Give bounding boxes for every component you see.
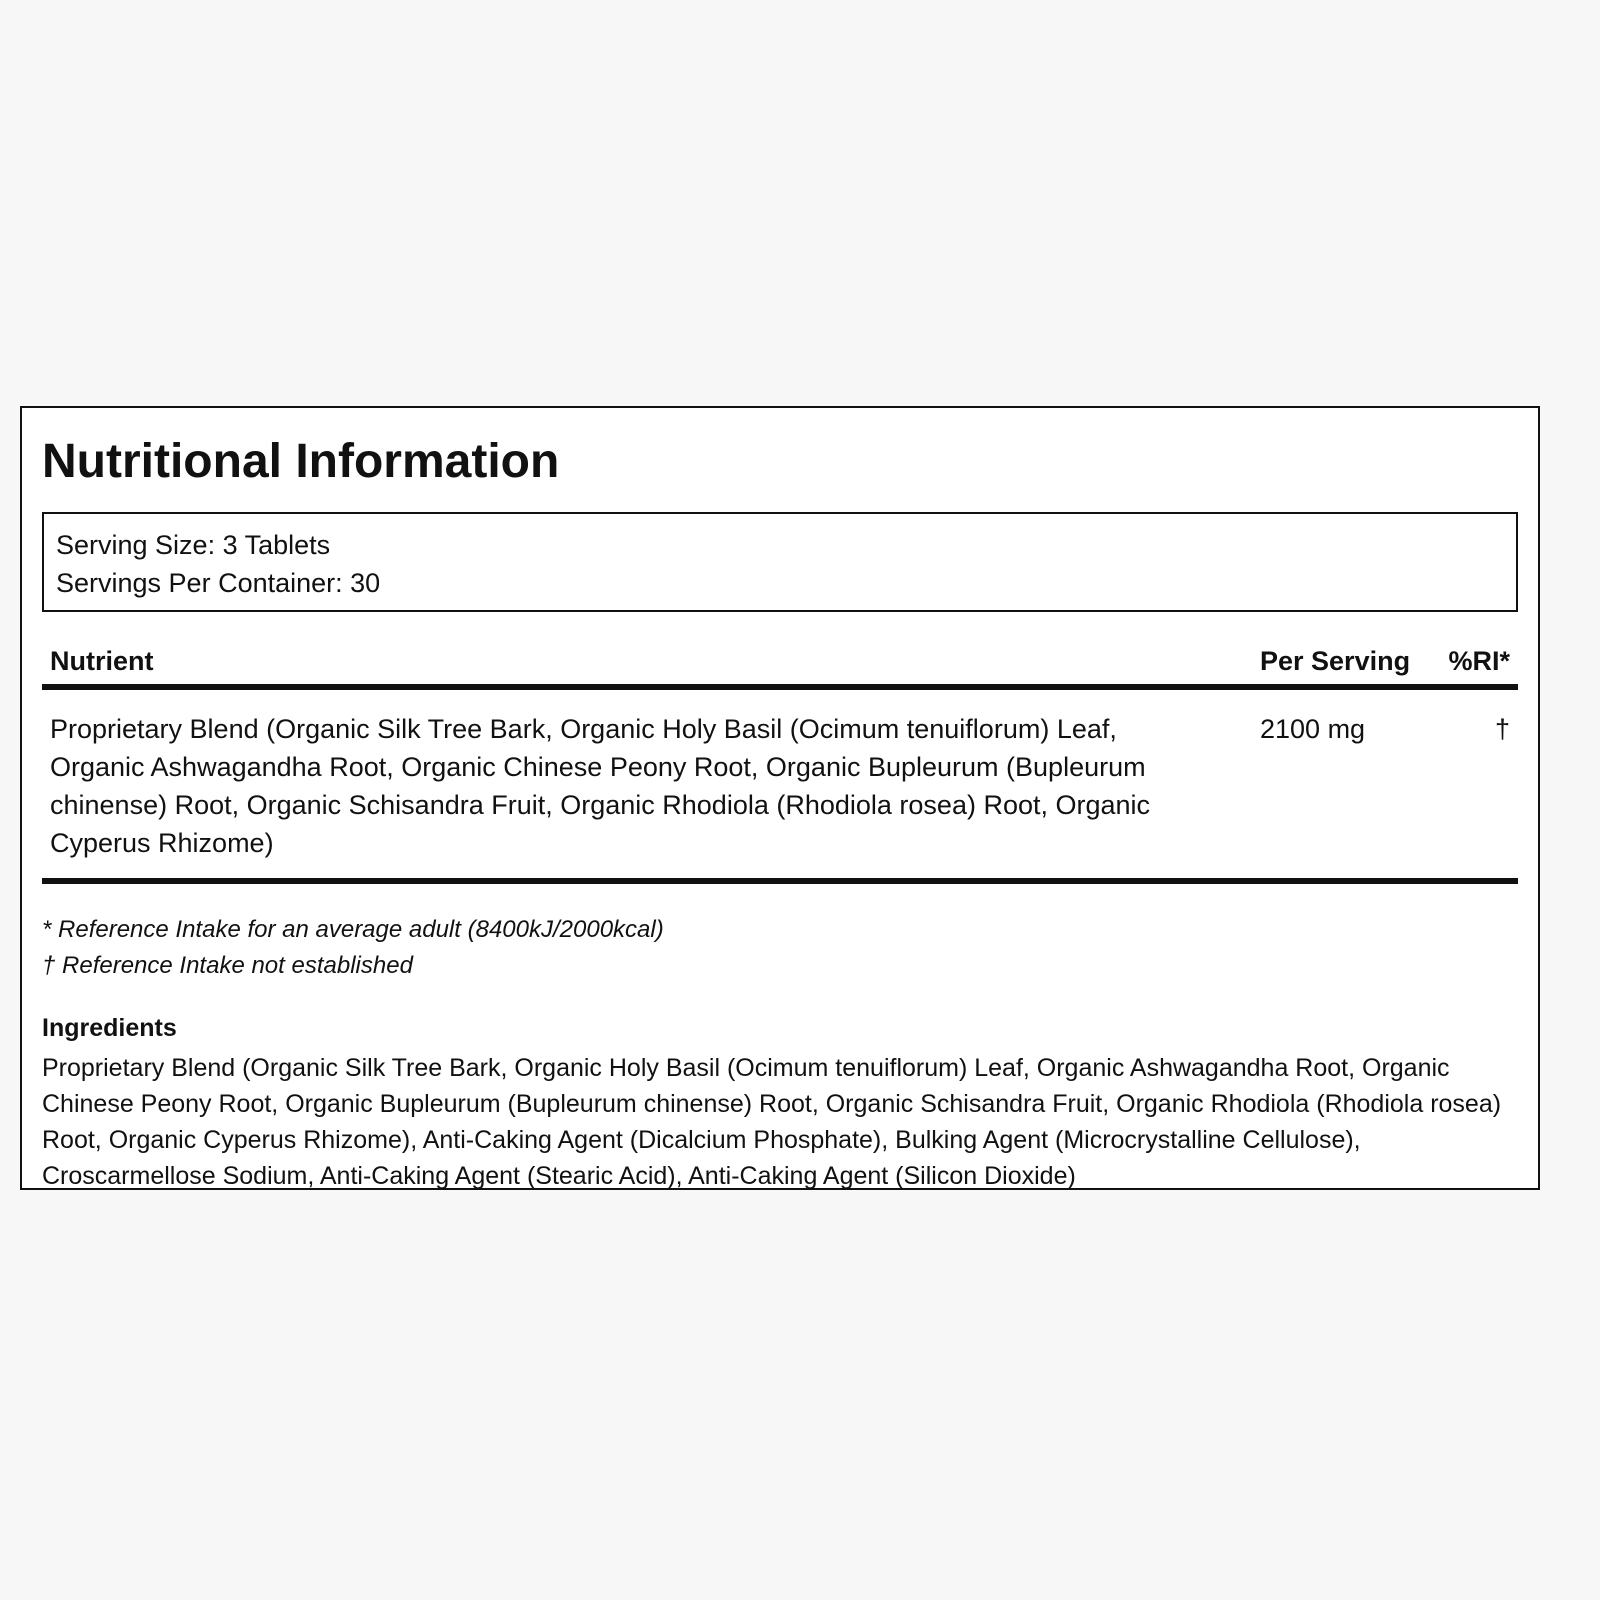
header-nutrient: Nutrient [50, 646, 154, 676]
footnotes [42, 912, 1518, 984]
header-per-serving: Per Serving [1260, 646, 1411, 676]
label-title: Nutritional Information [42, 435, 560, 488]
ingredients-heading: Ingredients [42, 1014, 177, 1042]
nutrient-table-header [42, 636, 1518, 678]
table-bottom-divider [42, 878, 1518, 884]
row-ri: † [1494, 714, 1510, 744]
row-nutrient: Proprietary Blend (Organic Silk Tree Bark, Organic Holy Basil (Ocimum tenuiflorum) Leaf, Organic Ashwagandha Root, Organic Chinese Peony Root, Organic Bupleurum (Bupleurum chinense) Root, Organic Schisandra Fruit, Organic Rhodiola (Rhodiola rosea) Root, Organic Cyperus Rhizome) [50, 714, 1151, 858]
row-per-serving: 2100 mg [1260, 714, 1366, 744]
footnote-ri: * Reference Intake for an average adult (8400kJ/2000kcal) [42, 916, 664, 943]
nutrition-label [20, 406, 1540, 1190]
header-ri: %RI* [1448, 646, 1510, 676]
serving-info-box [42, 512, 1518, 612]
table-row [42, 690, 1518, 872]
footnote-not-established: † Reference Intake not established [42, 952, 413, 979]
serving-size: Serving Size: 3 Tablets [56, 530, 331, 560]
servings-per-container: Servings Per Container: 30 [56, 568, 381, 598]
ingredients-text: Proprietary Blend (Organic Silk Tree Bark, Organic Holy Basil (Ocimum tenuiflorum) Leaf, Organic Ashwagandha Root, Organic Chinese Peony Root, Organic Bupleurum (Bupleurum chinense) Root, Organic Schisandra Fruit, Organic Rhodiola (Rhodiola rosea) Root, Organic Cyperus Rhizome), Anti-Caking Agent (Dicalcium Phosphate), Bulking Agent (Microcrystalline Cellulose), Croscarmellose Sodium, Anti-Caking Agent (Stearic Acid), Anti-Caking Agent (Silicon Dioxide) [42, 1054, 1502, 1190]
